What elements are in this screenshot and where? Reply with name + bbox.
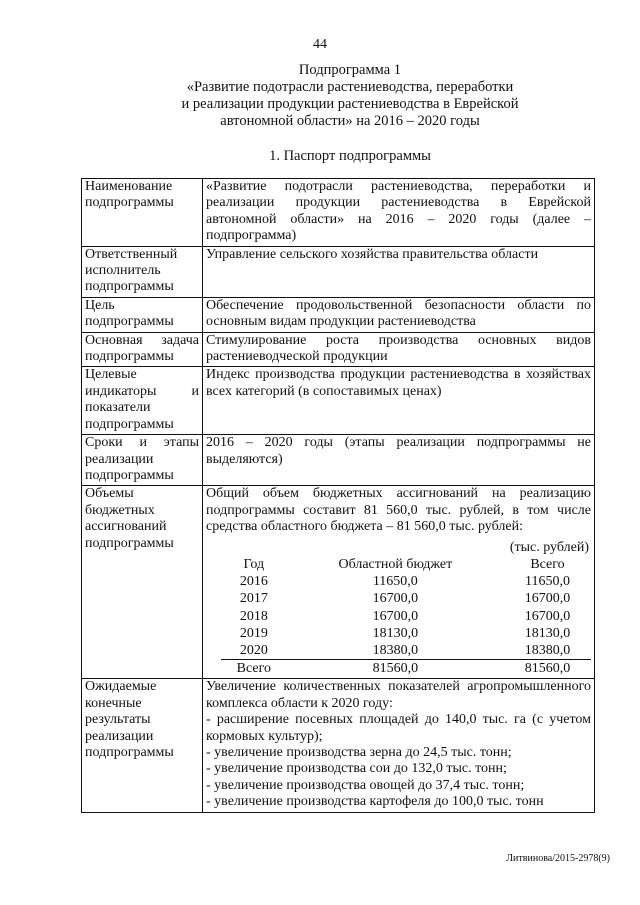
budget-year: 2019 <box>239 625 268 641</box>
budget-units: (тыс. рублей) <box>509 539 589 555</box>
table-row <box>82 679 595 812</box>
row-value: Обеспечение продовольственной безопасности области по основным видам продукции растениеводства <box>203 297 595 332</box>
budget-year: 2018 <box>239 608 268 624</box>
results-item: - расширение посевных площадей до 140,0 тыс. га (с учетом кормовых культур); <box>206 712 591 744</box>
row-value: «Развитие подотрасли растениеводства, переработки и реализации продукции растениеводства в Еврейской автономной области» на 2016 – 2020 годы (далее – подпрограмма) <box>203 179 595 247</box>
table-row <box>82 179 595 247</box>
budget-row <box>221 608 591 625</box>
col-year-header: Год <box>243 556 265 572</box>
table-row <box>82 246 595 297</box>
row-label: Основная задача подпрограммы <box>82 332 203 367</box>
row-label: Ожидаемые конечные результаты реализации подпрограммы <box>82 679 203 812</box>
budget-total: 18380,0 <box>524 642 571 658</box>
col-regional-header: Областной бюджет <box>338 556 453 572</box>
row-label: Цель подпрограммы <box>82 297 203 332</box>
results-cell <box>203 679 595 812</box>
table-row <box>82 435 595 486</box>
heading-line: «Развитие подотрасли растениеводства, переработки <box>186 79 514 95</box>
budget-year: 2020 <box>239 642 268 658</box>
budget-total: 16700,0 <box>524 608 571 624</box>
row-value: Индекс производства продукции растениеводства в хозяйствах всех категорий (в сопоставимых ценах) <box>203 367 595 435</box>
budget-year: 2017 <box>239 591 268 607</box>
table-row <box>82 332 595 367</box>
budget-row <box>221 590 591 607</box>
row-value: 2016 – 2020 годы (этапы реализации подпрограммы не выделяются) <box>203 435 595 486</box>
budget-cell <box>203 486 595 679</box>
col-total-header: Всего <box>530 556 565 572</box>
row-label: Ответственный исполнитель подпрограммы <box>82 246 203 297</box>
results-item: - увеличение производства зерна до 24,5 тыс. тонн; <box>206 744 512 760</box>
heading-line: и реализации продукции растениеводства в Еврейской <box>181 96 519 112</box>
budget-total: 16700,0 <box>524 591 571 607</box>
budget-total: 11650,0 <box>525 574 570 590</box>
budget-regional: 11650,0 <box>372 574 418 590</box>
budget-text: Общий объем бюджетных ассигнований на реализацию подпрограммы составит 81 560,0 тыс. рублей, в том числе средства областного бюджета – 81 560,0 тыс. рублей: <box>206 486 591 535</box>
table-row <box>82 486 595 679</box>
row-value: Стимулирование роста производства основных видов растениеводческой продукции <box>203 332 595 367</box>
budget-regional: 18130,0 <box>372 625 419 641</box>
heading-line: Подпрограмма 1 <box>298 62 402 78</box>
results-item: - увеличение производства сои до 132,0 тыс. тонн; <box>206 761 507 777</box>
budget-year: Всего <box>221 660 287 678</box>
row-value: Управление сельского хозяйства правительства области <box>203 246 595 297</box>
budget-regional: 18380,0 <box>372 642 419 658</box>
subprogram-heading <box>60 62 640 130</box>
page-number: 44 <box>313 37 327 52</box>
budget-table <box>221 556 591 677</box>
heading-line: автономной области» на 2016 – 2020 годы <box>220 113 480 129</box>
budget-regional: 81560,0 <box>287 660 504 678</box>
budget-total-row <box>221 660 591 678</box>
section-title: 1. Паспорт подпрограммы <box>269 148 431 164</box>
budget-total: 18130,0 <box>524 625 571 641</box>
results-item: - увеличение производства овощей до 37,4 тыс. тонн; <box>206 777 525 793</box>
budget-regional: 16700,0 <box>372 608 419 624</box>
budget-row <box>221 642 591 660</box>
results-item: - увеличение производства картофеля до 100,0 тыс. тонн <box>206 794 544 810</box>
budget-row <box>221 573 591 590</box>
row-label: Объемы бюджетных ассигнований подпрограммы <box>82 486 203 679</box>
row-label: Целевые индикаторы и показатели подпрограммы <box>82 367 203 435</box>
budget-year: 2016 <box>239 574 268 590</box>
budget-total: 81560,0 <box>504 660 591 678</box>
budget-regional: 16700,0 <box>372 591 419 607</box>
results-intro: Увеличение количественных показателей агропромышленного комплекса области к 2020 году: <box>206 679 591 711</box>
table-row <box>82 297 595 332</box>
passport-table <box>81 178 595 813</box>
results-list <box>206 712 591 810</box>
budget-row <box>221 625 591 642</box>
row-label: Наименование подпрограммы <box>82 179 203 247</box>
budget-header-row <box>221 556 591 573</box>
document-footer: Литвинова/2015-2978(9) <box>506 853 610 864</box>
table-row <box>82 367 595 435</box>
row-label: Сроки и этапы реализации подпрограммы <box>82 435 203 486</box>
